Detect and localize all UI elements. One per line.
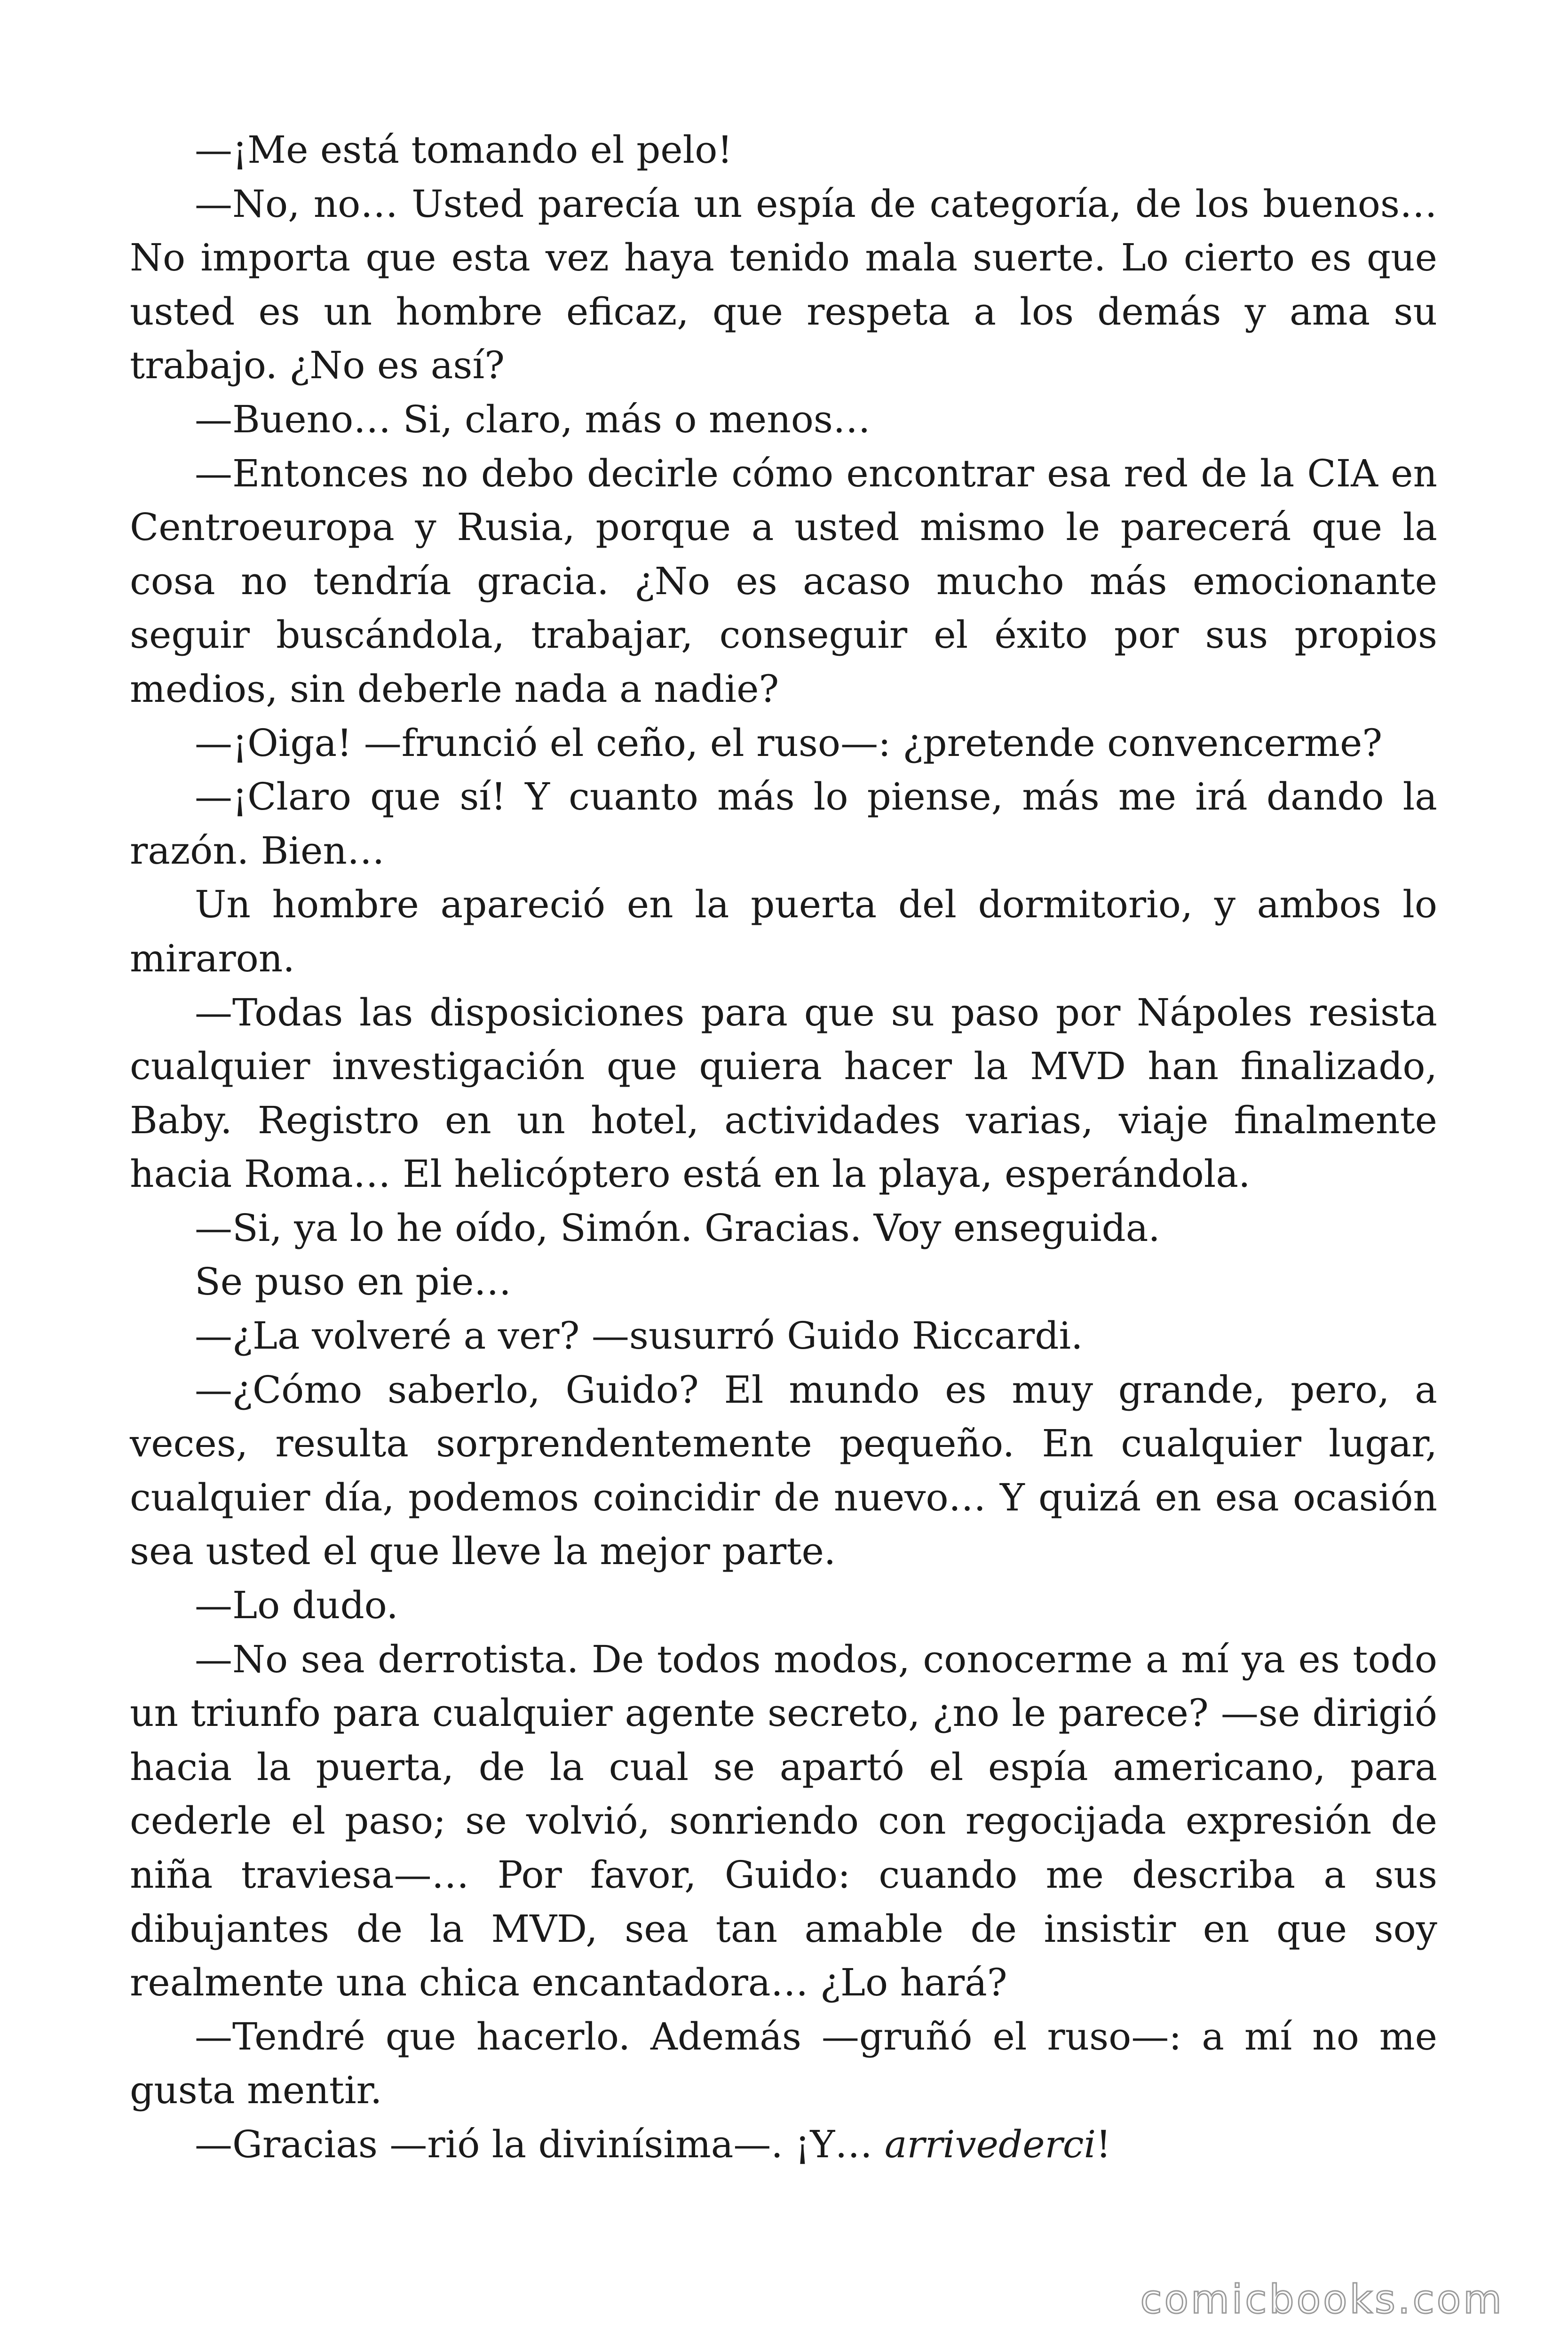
- paragraph: —Si, ya lo he oído, Simón. Gracias. Voy enseguida.: [195, 1206, 1160, 1250]
- paragraph: —¿La volveré a ver? —susurró Guido Riccardi.: [195, 1314, 1083, 1358]
- watermark: comicbooks.com: [1140, 2276, 1504, 2322]
- paragraph: —¡Me está tomando el pelo!: [195, 128, 733, 172]
- final-paragraph: [130, 2118, 1437, 2172]
- paragraph: —No sea derrotista. De todos modos, conocerme a mí ya es todo un triunfo para cualquier agente secreto, ¿no le parece? —se dirigió hacia la puerta, de la cual se apartó el espía americano, para cederle el paso; se volvió, sonriendo con regocijada expresión de niña traviesa—… Por favor, Guido: cuando me describa a sus dibujantes de la MVD, sea tan amable de insistir en que soy realmente una chica encantadora… ¿Lo hará?: [130, 1637, 1437, 2005]
- paragraph: —Tendré que hacerlo. Además —gruñó el ruso—: a mí no me gusta mentir.: [130, 2014, 1437, 2113]
- final-paragraph-end: !: [1096, 2122, 1111, 2166]
- paragraph: Un hombre apareció en la puerta del dormitorio, y ambos lo miraron.: [130, 882, 1437, 980]
- paragraph: —Lo dudo.: [195, 1583, 398, 1628]
- italic-word: arrivederci: [884, 2122, 1096, 2166]
- paragraph: —¡Claro que sí! Y cuanto más lo piense, más me irá dando la razón. Bien…: [130, 775, 1437, 873]
- paragraph: —Entonces no debo decirle cómo encontrar esa red de la CIA en Centroeuropa y Rusia, porque a usted mismo le parecerá que la cosa no tendría gracia. ¿No es acaso mucho más emocionante seguir buscándola, trabajar, conseguir el éxito por sus propios medios, sin deberle nada a nadie?: [130, 451, 1437, 711]
- final-paragraph-text: —Gracias —rió la divinísima—. ¡Y…: [195, 2122, 885, 2166]
- paragraph: —¿Cómo saberlo, Guido? El mundo es muy grande, pero, a veces, resulta sorprendentemente pequeño. En cualquier lugar, cualquier día, podemos coincidir de nuevo… Y quizá en esa ocasión sea usted el que lleve la mejor parte.: [130, 1367, 1437, 1573]
- paragraph: —No, no… Usted parecía un espía de categoría, de los buenos… No importa que esta vez haya tenido mala suerte. Lo cierto es que usted es un hombre eficaz, que respeta a los demás y ama su trabajo. ¿No es así?: [130, 182, 1437, 388]
- paragraph: —Bueno… Si, claro, más o menos…: [195, 397, 871, 441]
- body-text: [130, 123, 1437, 2172]
- paragraph: —Todas las disposiciones para que su paso por Nápoles resista cualquier investigación que quiera hacer la MVD han finalizado, Baby. Registro en un hotel, actividades varias, viaje finalmente hacia Roma… El helicóptero está en la playa, esperándola.: [130, 990, 1437, 1196]
- paragraph: Se puso en pie…: [195, 1260, 512, 1304]
- paragraph: —¡Oiga! —frunció el ceño, el ruso—: ¿pretende convencerme?: [195, 721, 1383, 765]
